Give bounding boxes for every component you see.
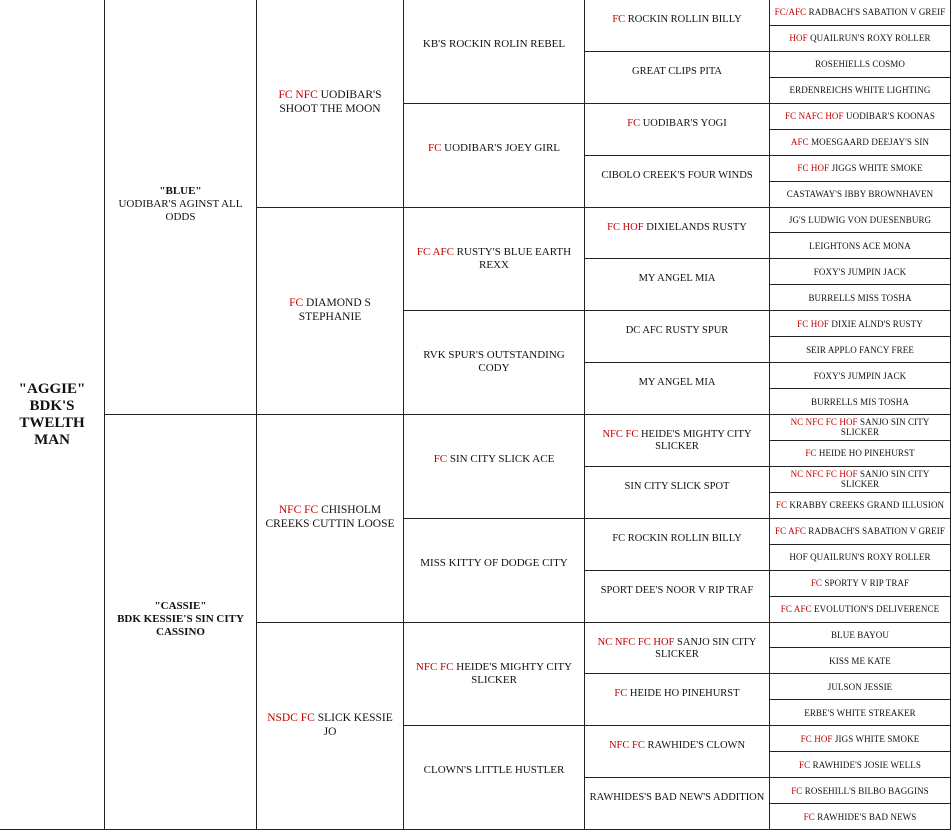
- gen5-ancestor: [584, 51, 770, 104]
- gen3-name: DIAMOND S STEPHANIE: [298, 296, 371, 323]
- gen6-entry: [814, 371, 906, 381]
- gen6-entry: [775, 526, 945, 536]
- gen5-name: FC ROCKIN ROLLIN BILLY: [612, 532, 742, 544]
- gen6-entry: [797, 319, 923, 329]
- gen4-ancestor: [403, 725, 585, 830]
- gen6-ancestor: [769, 570, 951, 597]
- gen4-name: HEIDE'S MIGHTY CITY SLICKER: [456, 660, 573, 686]
- gen5-ancestor: [584, 362, 770, 415]
- gen6-name: BLUE BAYOU: [831, 629, 889, 640]
- gen4-name: UODIBAR'S JOEY GIRL: [444, 141, 561, 154]
- gen6-titles: HOF: [789, 33, 808, 44]
- gen3-titles: NSDC FC: [267, 711, 315, 724]
- gen4-titles: FC: [433, 453, 448, 465]
- gen5-ancestor: [584, 155, 770, 208]
- gen5-titles: FC: [627, 117, 641, 129]
- gen5-entry: [639, 273, 716, 285]
- gen6-ancestor: [769, 51, 951, 78]
- gen5-titles: FC: [612, 14, 626, 25]
- gen6-ancestor: [769, 207, 951, 234]
- gen5-entry: [590, 792, 765, 804]
- gen6-entry: [805, 448, 914, 458]
- gen4-ancestor: [403, 103, 585, 208]
- gen6-name: LEIGHTONS ACE MONA: [809, 240, 911, 251]
- gen5-entry: [612, 14, 741, 26]
- gen6-entry: [804, 708, 916, 718]
- gen5-ancestor: [584, 777, 770, 830]
- gen5-entry: [612, 533, 741, 545]
- gen4-ancestor: [403, 518, 585, 623]
- gen4-entry: [428, 142, 560, 155]
- gen5-entry: [601, 170, 752, 182]
- gen5-titles: FC HOF: [607, 221, 644, 233]
- gen6-ancestor: [769, 284, 951, 311]
- sire-nickname: "BLUE": [159, 185, 202, 197]
- gen6-name: SANJO SIN CITY SLICKER: [840, 417, 930, 438]
- gen6-entry: [789, 33, 930, 43]
- gen6-ancestor: [769, 777, 951, 804]
- gen6-entry: [829, 656, 891, 666]
- gen6-ancestor: [769, 181, 951, 208]
- gen6-name: QUAILRUN'S ROXY ROLLER: [810, 33, 931, 44]
- gen5-ancestor: [584, 466, 770, 519]
- gen5-name: ROCKIN ROLLIN BILLY: [627, 14, 742, 25]
- gen4-name: SIN CITY SLICK ACE: [449, 453, 555, 465]
- gen6-name: KRABBY CREEKS GRAND ILLUSION: [789, 500, 945, 511]
- dam-cell: [104, 414, 257, 830]
- gen5-name: MY ANGEL MIA: [638, 273, 716, 285]
- subject-dog: [0, 0, 105, 830]
- gen6-titles: FC/AFC: [774, 7, 807, 18]
- gen6-name: JULSON JESSIE: [827, 681, 893, 692]
- gen6-ancestor: [769, 699, 951, 726]
- gen4-entry: [408, 246, 580, 272]
- sire-name: UODIBAR'S AGINST ALL ODDS: [118, 198, 243, 223]
- gen5-entry: [626, 325, 729, 337]
- gen6-entry: [804, 812, 917, 822]
- gen6-entry: [787, 189, 933, 199]
- gen4-entry: [424, 764, 565, 777]
- gen6-name: SANJO SIN CITY SLICKER: [840, 469, 930, 490]
- gen5-name: RAWHIDE'S CLOWN: [647, 740, 746, 752]
- gen6-entry: [806, 345, 914, 355]
- gen5-name: CIBOLO CREEK'S FOUR WINDS: [601, 169, 753, 181]
- gen6-ancestor: [769, 518, 951, 545]
- gen5-ancestor: [584, 310, 770, 363]
- gen6-titles: FC: [805, 448, 817, 459]
- gen5-entry: [609, 740, 745, 752]
- gen5-name: DC AFC RUSTY SPUR: [625, 325, 729, 337]
- gen4-ancestor: [403, 622, 585, 727]
- gen5-ancestor: [584, 207, 770, 260]
- gen6-name: MOESGAARD DEEJAY'S SIN: [811, 137, 930, 148]
- gen6-entry: [789, 215, 931, 225]
- gen5-titles: NFC FC: [602, 429, 639, 440]
- gen6-name: SEIR APPLO FANCY FREE: [806, 344, 914, 355]
- gen5-name: SANJO SIN CITY SLICKER: [655, 636, 757, 660]
- gen6-ancestor: [769, 622, 951, 649]
- gen6-entry: [791, 786, 929, 796]
- gen6-entry: [799, 760, 921, 770]
- gen6-ancestor: [769, 129, 951, 156]
- gen5-entry: [632, 66, 722, 78]
- gen5-ancestor: [584, 103, 770, 156]
- gen6-ancestor: [769, 673, 951, 700]
- gen6-name: JIGGS WHITE SMOKE: [831, 163, 923, 174]
- gen5-entry: [589, 429, 765, 453]
- gen6-titles: FC: [803, 811, 815, 822]
- gen5-entry: [601, 585, 754, 597]
- gen6-name: ROSEHILL'S BILBO BAGGINS: [804, 785, 929, 796]
- gen6-ancestor: [769, 388, 951, 415]
- gen6-titles: FC NAFC HOF: [785, 111, 844, 122]
- gen6-name: DIXIE ALND'S RUSTY: [831, 318, 923, 329]
- gen3-name: CHISHOLM CREEKS CUTTIN LOOSE: [265, 504, 395, 530]
- gen4-name: CLOWN'S LITTLE HUSTLER: [423, 764, 565, 777]
- gen6-titles: FC: [799, 759, 811, 770]
- gen5-name: SIN CITY SLICK SPOT: [624, 480, 730, 492]
- dam-name: BDK KESSIE'S SIN CITY CASSINO: [117, 613, 244, 638]
- gen6-entry: [815, 59, 905, 69]
- gen6-name: SPORTY V RIP TRAF: [824, 578, 910, 589]
- gen3-entry: [263, 88, 397, 116]
- gen6-entry: [775, 7, 946, 17]
- gen6-titles: NC NFC FC HOF: [790, 469, 858, 480]
- gen6-entry: [808, 293, 911, 303]
- gen6-name: RAWHIDE'S JOSIE WELLS: [812, 759, 921, 770]
- gen6-ancestor: [769, 0, 951, 26]
- gen5-entry: [627, 118, 727, 130]
- gen6-entry: [772, 469, 948, 489]
- gen4-name: RUSTY'S BLUE EARTH REXX: [456, 245, 572, 271]
- gen3-entry: [263, 296, 397, 324]
- gen6-name: ERBE'S WHITE STREAKER: [804, 707, 916, 718]
- gen6-entry: [791, 137, 929, 147]
- gen6-name: FOXY'S JUMPIN JACK: [813, 266, 907, 277]
- gen6-name: FOXY'S JUMPIN JACK: [813, 370, 907, 381]
- gen6-name: BURRELLS MIS TOSHA: [811, 396, 909, 407]
- gen6-ancestor: [769, 725, 951, 752]
- gen3-ancestor: [256, 207, 404, 416]
- gen6-name: HOF QUAILRUN'S ROXY ROLLER: [789, 552, 931, 563]
- gen4-entry: [420, 557, 567, 570]
- gen6-titles: FC: [775, 500, 788, 511]
- gen5-name: MY ANGEL MIA: [638, 377, 716, 389]
- gen6-titles: FC HOF: [797, 163, 830, 174]
- gen6-ancestor: [769, 596, 951, 623]
- gen6-ancestor: [769, 155, 951, 182]
- gen3-ancestor: [256, 414, 404, 623]
- gen6-titles: FC: [810, 578, 823, 589]
- gen4-ancestor: [403, 0, 585, 104]
- gen4-titles: FC: [427, 141, 442, 154]
- gen5-ancestor: [584, 570, 770, 623]
- gen6-name: ROSEHIELLS COSMO: [815, 59, 905, 70]
- gen6-entry: [801, 734, 920, 744]
- gen5-name: DIXIELANDS RUSTY: [646, 221, 747, 233]
- gen6-name: CASTAWAY'S IBBY BROWNHAVEN: [786, 189, 934, 200]
- gen4-ancestor: [403, 414, 585, 519]
- gen4-entry: [423, 38, 565, 51]
- gen5-ancestor: [584, 414, 770, 467]
- sire-cell: [104, 0, 257, 415]
- gen6-entry: [797, 163, 922, 173]
- gen6-name: KISS ME KATE: [829, 655, 891, 666]
- gen5-ancestor: [584, 725, 770, 778]
- gen6-entry: [828, 682, 893, 692]
- gen6-ancestor: [769, 103, 951, 130]
- gen6-titles: FC HOF: [800, 733, 833, 744]
- gen4-entry: [408, 661, 580, 687]
- gen6-ancestor: [769, 414, 951, 441]
- gen4-ancestor: [403, 310, 585, 415]
- gen4-entry: [434, 453, 555, 466]
- gen3-ancestor: [256, 622, 404, 830]
- gen6-ancestor: [769, 647, 951, 674]
- gen6-titles: AFC: [790, 137, 809, 148]
- gen6-titles: FC AFC: [775, 526, 806, 537]
- gen3-titles: FC NFC: [278, 89, 318, 101]
- gen5-titles: FC: [614, 688, 628, 700]
- gen5-ancestor: [584, 0, 770, 52]
- subject-nickname: "AGGIE": [18, 380, 86, 397]
- gen5-name: RAWHIDES'S BAD NEW'S ADDITION: [589, 792, 765, 804]
- gen5-name: GREAT CLIPS PITA: [632, 65, 722, 77]
- gen3-titles: FC: [289, 296, 304, 309]
- gen5-entry: [589, 637, 765, 661]
- gen6-ancestor: [769, 232, 951, 259]
- gen5-entry: [639, 377, 716, 389]
- gen6-ancestor: [769, 466, 951, 493]
- gen3-entry: [263, 711, 397, 739]
- gen4-name: KB'S ROCKIN ROLIN REBEL: [422, 38, 566, 50]
- gen6-entry: [785, 111, 935, 121]
- gen6-entry: [772, 417, 948, 437]
- gen6-titles: FC AFC: [780, 604, 812, 615]
- gen4-name: RVK SPUR'S OUTSTANDING CODY: [423, 349, 565, 375]
- gen5-ancestor: [584, 518, 770, 571]
- gen6-entry: [814, 267, 906, 277]
- gen6-name: RAWHIDE'S BAD NEWS: [817, 811, 917, 822]
- gen5-name: SPORT DEE'S NOOR V RIP TRAF: [600, 584, 754, 596]
- gen6-name: JG'S LUDWIG VON DUESENBURG: [788, 214, 932, 225]
- gen4-name: MISS KITTY OF DODGE CITY: [420, 556, 568, 569]
- gen6-ancestor: [769, 803, 951, 830]
- gen4-entry: [408, 349, 580, 375]
- gen5-entry: [614, 688, 739, 700]
- dam-nickname: "CASSIE": [154, 600, 207, 612]
- gen6-titles: NC NFC FC HOF: [790, 417, 858, 428]
- gen6-entry: [790, 85, 931, 95]
- gen4-titles: NFC FC: [415, 660, 454, 673]
- gen6-ancestor: [769, 77, 951, 104]
- gen4-ancestor: [403, 207, 585, 312]
- gen5-name: HEIDE HO PINEHURST: [629, 688, 740, 700]
- gen6-entry: [811, 578, 909, 588]
- gen3-entry: [263, 503, 397, 531]
- gen6-name: RADBACH'S SABATION V GREIF: [808, 7, 946, 18]
- gen6-ancestor: [769, 362, 951, 389]
- gen6-name: BURRELLS MISS TOSHA: [808, 292, 912, 303]
- gen5-titles: NC NFC FC HOF: [597, 636, 675, 648]
- gen6-name: EVOLUTION'S DELIVERENCE: [814, 604, 940, 615]
- gen6-entry: [809, 241, 911, 251]
- gen6-ancestor: [769, 751, 951, 778]
- gen5-entry: [625, 481, 730, 493]
- gen3-name: SLICK KESSIE JO: [317, 711, 393, 738]
- gen5-ancestor: [584, 258, 770, 311]
- gen6-ancestor: [769, 25, 951, 52]
- gen6-entry: [789, 552, 930, 562]
- gen6-name: JIGS WHITE SMOKE: [834, 733, 920, 744]
- gen5-name: HEIDE'S MIGHTY CITY SLICKER: [640, 429, 752, 452]
- gen6-entry: [776, 500, 944, 510]
- gen3-ancestor: [256, 0, 404, 208]
- gen3-name: UODIBAR'S SHOOT THE MOON: [279, 89, 382, 115]
- gen6-ancestor: [769, 336, 951, 363]
- gen6-entry: [831, 630, 889, 640]
- gen6-name: ERDENREICHS WHITE LIGHTING: [789, 85, 931, 96]
- gen4-titles: FC AFC: [416, 245, 454, 258]
- gen6-name: UODIBAR'S KOONAS: [846, 111, 935, 122]
- gen6-name: HEIDE HO PINEHURST: [818, 448, 915, 459]
- gen5-ancestor: [584, 622, 770, 675]
- gen6-ancestor: [769, 310, 951, 337]
- gen6-titles: FC: [791, 785, 803, 796]
- gen5-name: UODIBAR'S YOGI: [642, 117, 727, 129]
- gen5-ancestor: [584, 673, 770, 726]
- gen6-ancestor: [769, 492, 951, 519]
- gen6-ancestor: [769, 544, 951, 571]
- gen6-titles: FC HOF: [797, 318, 830, 329]
- gen6-ancestor: [769, 258, 951, 285]
- subject-name: BDK'S TWELTH MAN: [19, 397, 85, 448]
- gen6-ancestor: [769, 440, 951, 467]
- gen6-entry: [811, 397, 909, 407]
- gen6-name: RADBACH'S SABATION V GREIF: [808, 526, 945, 537]
- gen5-entry: [607, 222, 747, 234]
- gen6-entry: [781, 604, 939, 614]
- gen3-titles: NFC FC: [278, 504, 319, 516]
- gen5-titles: NFC FC: [608, 740, 645, 752]
